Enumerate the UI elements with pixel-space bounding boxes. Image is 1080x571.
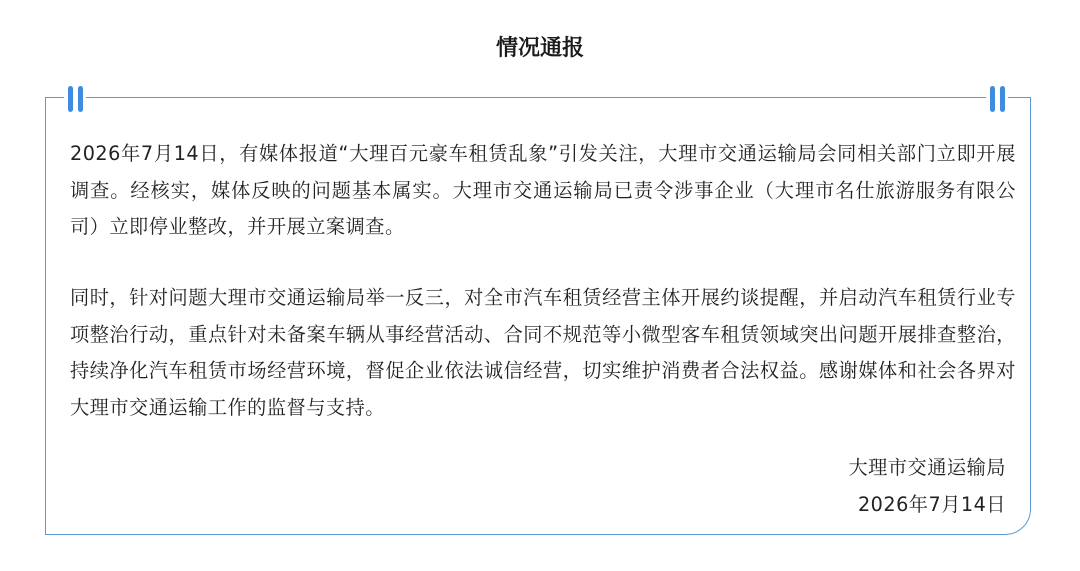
binder-bar [78, 86, 83, 112]
binder-bar [990, 86, 995, 112]
binder-bar [1000, 86, 1005, 112]
page-title: 情况通报 [495, 36, 584, 61]
notice-paragraph-2: 同时，针对问题大理市交通运输局举一反三，对全市汽车租赁经营主体开展约谈提醒，并启动汽车租赁行业专项整治行动，重点针对未备案车辆从事经营活动、合同不规范等小微型客车租赁领域突出问题开展排查整治，持续净化汽车租赁市场经营环境，督促企业依法诚信经营，切实维护消费者合法权益。感谢媒体和社会各界对大理市交通运输工作的监督与支持。 [70, 286, 1016, 419]
left-binder-clip-icon [64, 86, 86, 112]
right-binder-clip-icon [986, 86, 1008, 112]
signature-block [849, 450, 1007, 523]
notice-paragraph-1: 2026年7月14日，有媒体报道“大理百元豪车租赁乱象”引发关注，大理市交通运输局会同相关部门立即开展调查。经核实，媒体反映的问题基本属实。大理市交通运输局已责令涉事企业（大理市名仕旅游服务有限公司）立即停业整改，并开展立案调查。 [70, 142, 1016, 238]
issue-date: 2026年7月14日 [857, 492, 1006, 516]
binder-bar [68, 86, 73, 112]
issuer-name: 大理市交通运输局 [848, 456, 1006, 479]
